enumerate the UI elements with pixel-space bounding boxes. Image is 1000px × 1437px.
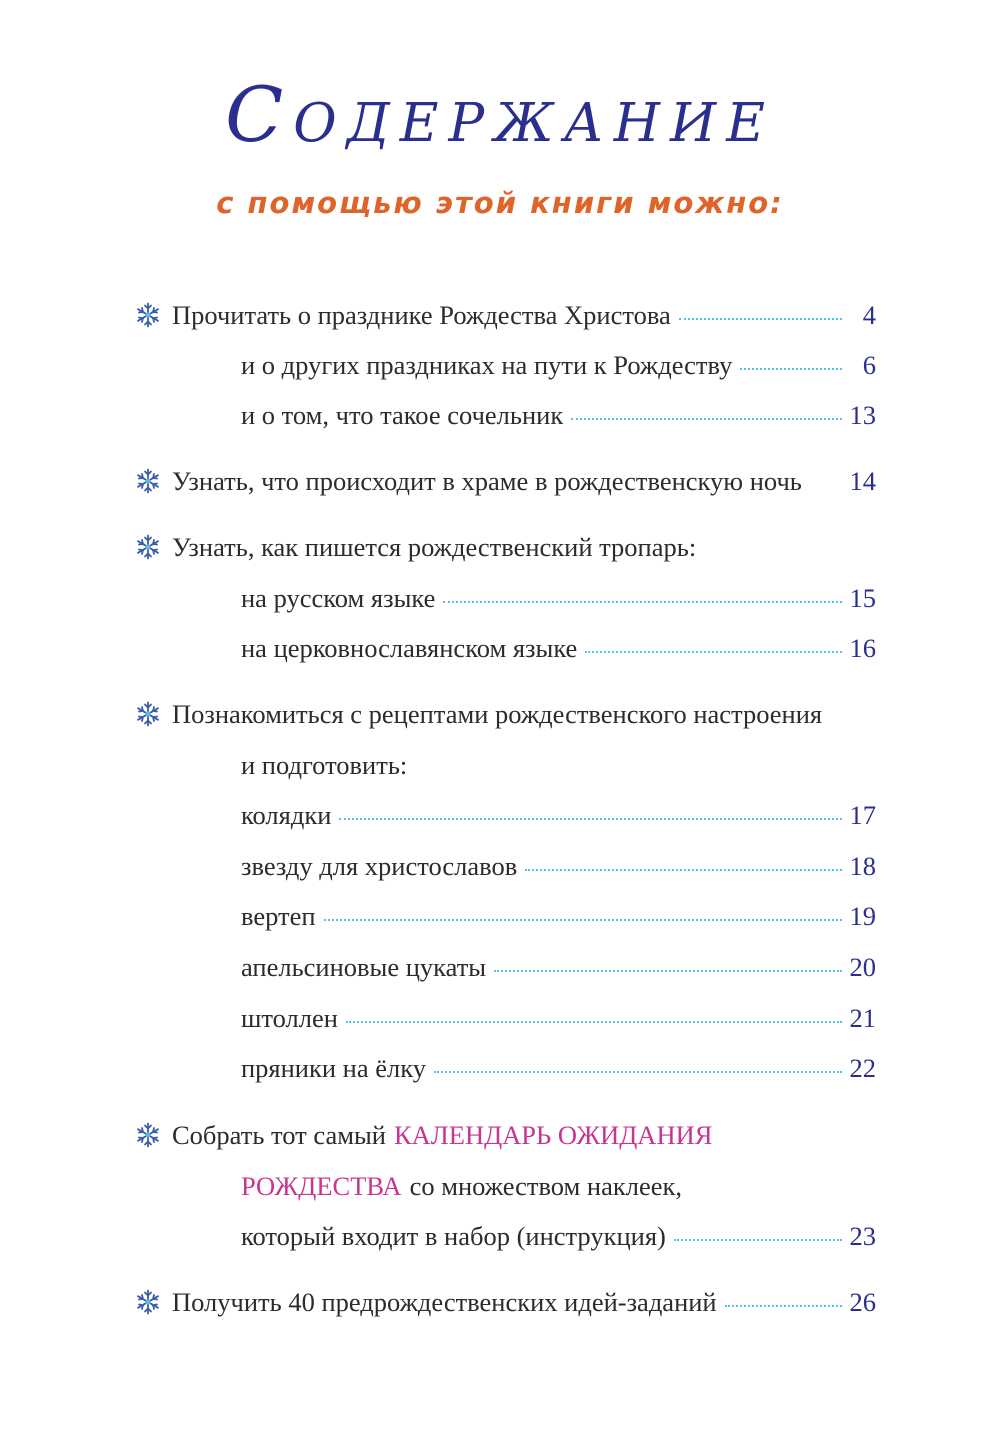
toc-entry-candied-orange[interactable]	[241, 950, 876, 984]
toc-entry-text: Познакомиться с рецептами рождественского настроения	[172, 699, 823, 729]
toc-page-number: 26	[849, 1287, 876, 1317]
page-subtitle: с помощью этой книги можно:	[216, 186, 784, 220]
snowflake-icon	[135, 1122, 161, 1148]
toc-entry-troparion[interactable]	[172, 530, 876, 564]
toc-entry-prepare	[241, 748, 876, 782]
dot-leader	[443, 601, 841, 603]
toc-entry-text: Узнать, что происходит в храме в рождественскую ночь	[172, 466, 802, 496]
snowflake-icon	[135, 701, 161, 727]
toc-entry-text: со множеством наклеек,	[409, 1171, 683, 1201]
dot-leader	[585, 651, 841, 653]
toc-entry-text: апельсиновые цукаты	[241, 952, 487, 982]
toc-page-number: 14	[849, 466, 876, 496]
dot-leader	[571, 418, 841, 420]
toc-page-number: 6	[862, 350, 876, 380]
calendar-highlight: РОЖДЕСТВА	[241, 1171, 402, 1201]
dot-leader	[525, 869, 841, 871]
toc-entry-text: Получить 40 предрождественских идей-заданий	[172, 1287, 717, 1317]
toc-entry-gingerbread[interactable]	[241, 1051, 876, 1085]
dot-leader	[339, 818, 841, 820]
snowflake-icon	[135, 1289, 161, 1315]
dot-leader	[810, 484, 842, 486]
dot-leader	[725, 1305, 842, 1307]
dot-leader	[740, 368, 842, 370]
toc-entry-text: и о других праздниках на пути к Рождеству	[241, 350, 733, 380]
toc-page-number: 18	[849, 851, 876, 881]
dot-leader	[434, 1071, 842, 1073]
toc-entry-text: штоллен	[241, 1003, 338, 1033]
toc-entry-text: звезду для христославов	[241, 851, 518, 881]
toc-entry-calendar-instructions[interactable]	[241, 1219, 876, 1253]
toc-entry-star[interactable]	[241, 849, 876, 883]
toc-entry-text: на русском языке	[241, 583, 436, 613]
toc-entry-text: колядки	[241, 800, 332, 830]
toc-entry-text: Собрать тот самый	[172, 1120, 386, 1150]
calendar-highlight: КАЛЕНДАРЬ ОЖИДАНИЯ	[393, 1120, 713, 1150]
dot-leader	[324, 919, 842, 921]
toc-page-number: 13	[849, 400, 876, 430]
toc-entry-text: на церковнославянском языке	[241, 633, 578, 663]
toc-page-number: 19	[849, 901, 876, 931]
toc-entry-recipes[interactable]	[172, 697, 876, 731]
toc-page-number: 17	[849, 800, 876, 830]
toc-entry-ideas[interactable]	[172, 1285, 876, 1319]
toc-entry-calendar[interactable]	[172, 1118, 876, 1152]
toc-page-number: 22	[849, 1053, 876, 1083]
dot-leader	[674, 1239, 842, 1241]
toc-entry-text: вертеп	[241, 901, 316, 931]
dot-leader	[679, 318, 842, 320]
toc-page-number: 23	[849, 1221, 876, 1251]
toc-entry-russian[interactable]	[241, 581, 876, 615]
toc-entry-text: Прочитать о празднике Рождества Христова	[172, 300, 671, 330]
toc-entry-carols[interactable]	[241, 798, 876, 832]
toc-entry-eve[interactable]	[241, 398, 876, 432]
toc-entry-calendar-cont	[241, 1169, 876, 1203]
toc-page-number: 16	[849, 633, 876, 663]
toc-entry-stollen[interactable]	[241, 1001, 876, 1035]
toc-page-number: 21	[849, 1003, 876, 1033]
toc-entry-night-service[interactable]	[172, 464, 876, 498]
toc-entry-text: и о том, что такое сочельник	[241, 400, 564, 430]
toc-entry-text: Узнать, как пишется рождественский тропарь:	[172, 532, 697, 562]
toc-entry-text: пряники на ёлку	[241, 1053, 426, 1083]
page-title: Содержание	[225, 70, 775, 159]
toc-entry-text: который входит в набор (инструкция)	[241, 1221, 666, 1251]
toc-entry-other-holidays[interactable]	[241, 348, 876, 382]
toc-entry-church-slavonic[interactable]	[241, 631, 876, 665]
snowflake-icon	[135, 468, 161, 494]
dot-leader	[494, 970, 841, 972]
snowflake-icon	[135, 534, 161, 560]
toc-entry-text: и подготовить:	[241, 750, 408, 780]
snowflake-icon	[135, 302, 161, 328]
toc-page-number: 20	[849, 952, 876, 982]
toc-entry-christmas[interactable]	[172, 298, 876, 332]
toc-page-number: 15	[849, 583, 876, 613]
dot-leader	[346, 1021, 842, 1023]
toc-page-number: 4	[862, 300, 876, 330]
toc-entry-nativity-scene[interactable]	[241, 899, 876, 933]
